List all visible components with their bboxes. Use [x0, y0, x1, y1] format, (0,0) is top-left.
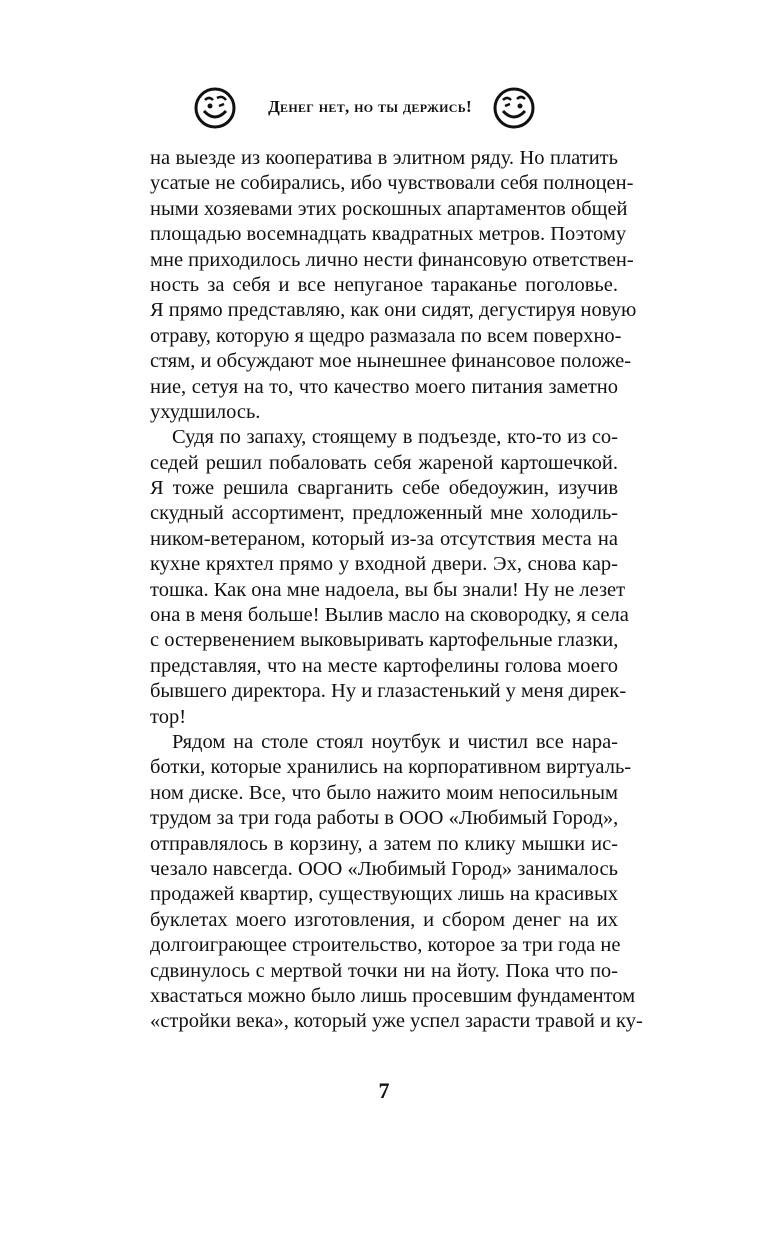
text-line: тор! — [150, 705, 187, 728]
text-line: скудный ассортимент, предложенный мне холодиль- — [150, 502, 618, 525]
text-line: отправлялось в корзину, а затем по клику мышки ис- — [150, 832, 618, 855]
text-line: ными хозяевами этих роскошных апартаментов общей — [150, 197, 628, 220]
text-line: продажей квартир, существующих лишь на красивых — [150, 883, 618, 906]
body-text — [150, 146, 643, 1035]
text-line: Я прямо представляю, как они сидят, дегустируя новую — [150, 299, 637, 322]
text-line: трудом за три года работы в ООО «Любимый Город», — [150, 807, 619, 830]
text-line: на выезде из кооператива в элитном ряду. Но платить — [150, 147, 618, 169]
text-line: чезало навсегда. ООО «Любимый Город» занималось — [150, 857, 618, 880]
winking-smiley-icon — [492, 86, 536, 130]
text-line: тошка. Как она мне надоела, вы бы знали! Ну не лезет — [150, 578, 626, 601]
paragraph — [150, 146, 637, 425]
text-line: отраву, которую я щедро размазала по всем поверхно- — [150, 324, 622, 347]
text-line: ность за себя и все непуганое тараканье поголовье. — [150, 273, 618, 296]
paragraph — [150, 425, 629, 730]
text-line: Судя по запаху, стоящему в подъезде, кто-то из со- — [172, 426, 618, 449]
running-title: Денег нет, но ты держись! — [268, 97, 472, 116]
text-line: ухудшилось. — [150, 400, 261, 423]
text-line: бывшего директора. Ну и глазастенький у меня дирек- — [150, 680, 627, 703]
paragraph — [150, 730, 643, 1035]
winking-smiley-icon — [193, 86, 237, 130]
text-line: представляя, что на месте картофелины голова моего — [150, 654, 618, 677]
running-header — [0, 84, 768, 134]
text-line: кухне кряхтел прямо у входной двери. Эх, снова кар- — [150, 553, 618, 576]
text-line: Рядом на столе стоял ноутбук и чистил все нара- — [172, 730, 618, 753]
text-line: Я тоже решила сварганить себе обедоужин, изучив — [150, 477, 618, 500]
text-line: стям, и обсуждают мое нынешнее финансовое положе- — [150, 350, 632, 373]
page-number: 7 — [378, 1078, 390, 1103]
text-line: площадью восемнадцать квадратных метров. Поэтому — [150, 223, 627, 246]
text-line: ником-ветераном, который из-за отсутствия места на — [150, 527, 618, 550]
text-line: «стройки века», который уже успел зарасти травой и ку- — [150, 1010, 643, 1033]
text-line: ние, сетуя на то, что качество моего питания заметно — [150, 375, 618, 398]
text-line: она в меня больше! Вылив масло на сковородку, я села — [150, 604, 629, 627]
text-line: с остервенением выковыривать картофельные глазки, — [150, 629, 619, 652]
text-line: седей решил побаловать себя жареной картошечкой. — [150, 451, 618, 474]
text-line: мне приходилось лично нести финансовую ответствен- — [150, 248, 634, 271]
text-line: долгоиграющее строительство, которое за три года не — [150, 934, 621, 957]
text-line: ботки, которые хранились на корпоративном виртуаль- — [150, 756, 632, 779]
text-line: буклетах моего изготовления, и сбором денег на их — [150, 908, 618, 931]
text-line: хвастаться можно было лишь просевшим фундаментом — [150, 984, 636, 1007]
text-line: ном диске. Все, что было нажито моим непосильным — [150, 781, 618, 804]
text-line: усатые не собирались, ибо чувствовали себя полноцен- — [150, 172, 634, 195]
text-line: сдвинулось с мертвой точки ни на йоту. Пока что по- — [150, 959, 618, 982]
